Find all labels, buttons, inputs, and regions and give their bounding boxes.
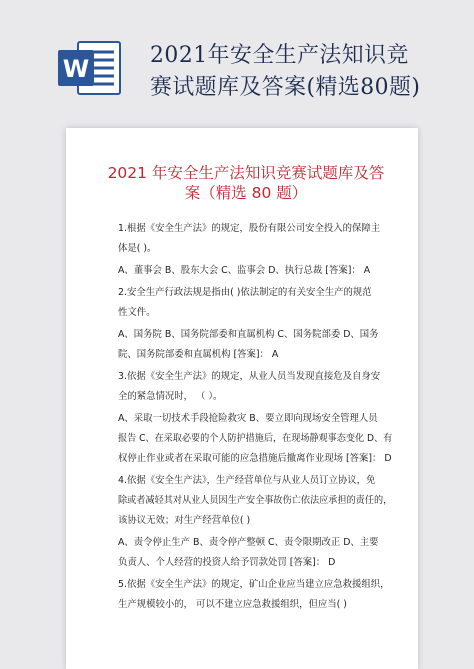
page-title-line-1: 2021年安全生产法知识竞 — [150, 43, 409, 68]
doc-line: A、采取一切技术手段抢险救灾 B、要立即向现场安全管理人员 — [118, 413, 378, 424]
doc-line: 院、国务院部委和直属机构 [答案]： A — [118, 349, 279, 360]
doc-line: 该协议无效；对生产经营单位( ) — [118, 515, 251, 526]
doc-line: 全的紧急情况时， （ ）。 — [118, 391, 223, 402]
doc-line: 4.依据《安全生产法》，生产经营单位与从业人员订立协议，免 — [118, 475, 376, 486]
word-icon-letter: W — [62, 55, 90, 83]
doc-line: 除或者减轻其对从业人员因生产安全事故伤亡依法应承担的责任的， — [118, 495, 393, 506]
doc-line: 5.依据《安全生产法》的规定，矿山企业应当建立应急救援组织， — [118, 579, 390, 590]
document-page — [66, 128, 418, 669]
page-title-line-2: 赛试题库及答案(精选80题) — [150, 75, 421, 100]
doc-line: A、董事会 B、股东大会 C、监事会 D、执行总裁 [答案]： A — [118, 265, 371, 276]
doc-line: 负责人、个人经营的投资人给予罚款处罚 [答案]： D — [118, 557, 336, 568]
document-title-line-1: 2021 年安全生产法知识竞赛试题库及答 — [107, 164, 385, 182]
word-icon — [58, 38, 122, 98]
header — [0, 0, 474, 118]
doc-line: 体是( )。 — [118, 243, 157, 254]
doc-line: A、国务院 B、国务院部委和直属机构 C、国务院部委 D、国务 — [118, 329, 379, 340]
doc-line: 1.根据《安全生产法》的规定，股份有限公司安全投入的保障主 — [118, 223, 381, 234]
doc-line: 性文件。 — [118, 307, 156, 318]
doc-line: 3.依据《安全生产法》的规定，从业人员当发现直接危及自身安 — [118, 371, 381, 382]
doc-line: 生产规模较小的， 可以不建立应急救援组织，但应当( ) — [118, 599, 347, 610]
doc-line: A、责令停止生产 B、责令停产整顿 C、责令限期改正 D、主要 — [118, 537, 379, 548]
doc-line: 权停止作业或者在采取可能的应急措施后撤离作业现场 [答案]： D — [118, 453, 392, 464]
doc-line: 2.安全生产行政法规是指由( )依法制定的有关安全生产的规范 — [118, 287, 372, 298]
doc-line: 报告 C、在采取必要的个人防护措施后，在现场静观事态变化 D、有 — [118, 433, 393, 444]
document-title-line-2: 案（精选 80 题） — [184, 184, 308, 202]
